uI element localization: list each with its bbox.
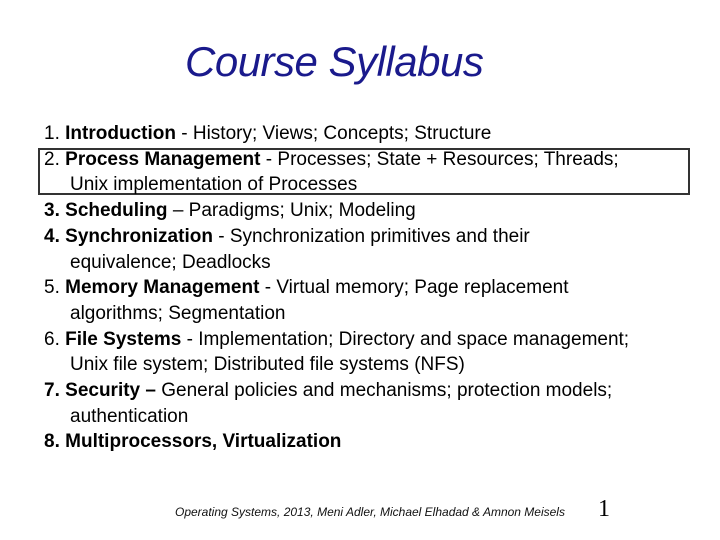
item-separator: - — [212, 225, 230, 247]
syllabus-item-3 — [44, 198, 716, 224]
syllabus-list — [44, 121, 716, 455]
item-number: 4. — [44, 225, 60, 247]
item-text: General policies and mechanisms; protection models; — [161, 380, 613, 402]
item-text: Processes; State + Resources; Threads; — [277, 148, 619, 170]
item-heading: Synchronization — [65, 225, 213, 247]
item-heading: Multiprocessors, Virtualization — [65, 431, 342, 453]
item-text: Virtual memory; Page replacement — [276, 277, 569, 299]
item-continuation: Unix file system; Distributed file systems (NFS) — [70, 354, 465, 376]
item-continuation: equivalence; Deadlocks — [70, 251, 271, 273]
item-heading: File Systems — [65, 328, 182, 350]
syllabus-item-1 — [44, 121, 716, 147]
page-number: 1 — [598, 496, 610, 522]
syllabus-item-4 — [44, 224, 716, 250]
item-heading: Memory Management — [65, 277, 260, 299]
item-number: 2. — [44, 148, 60, 170]
item-number: 1. — [44, 123, 60, 144]
item-text: Synchronization primitives and their — [229, 225, 530, 247]
syllabus-item-5 — [44, 275, 716, 301]
item-separator: - — [259, 277, 277, 299]
item-heading: Process Management — [65, 148, 261, 170]
item-continuation: algorithms; Segmentation — [70, 302, 286, 324]
item-text: History; Views; Concepts; Structure — [192, 123, 492, 144]
syllabus-item-8 — [44, 429, 716, 455]
item-number: 5. — [44, 277, 60, 299]
item-continuation: authentication — [70, 405, 189, 427]
item-heading: Introduction — [65, 123, 176, 144]
slide-title: Course Syllabus — [185, 38, 484, 85]
item-separator: - — [181, 328, 199, 350]
item-separator: - — [260, 148, 278, 170]
syllabus-item-2 — [44, 147, 716, 173]
item-number: 7. — [44, 380, 60, 402]
item-separator: – — [167, 200, 189, 222]
item-separator: - — [175, 123, 193, 144]
item-text: Paradigms; Unix; Modeling — [188, 200, 416, 222]
item-number: 8. — [44, 431, 60, 453]
item-heading: Scheduling — [65, 200, 168, 222]
item-number: 6. — [44, 328, 60, 350]
item-text: Implementation; Directory and space management; — [198, 328, 630, 350]
syllabus-item-6 — [44, 327, 716, 353]
item-number: 3. — [44, 200, 60, 222]
syllabus-item-7 — [44, 378, 716, 404]
item-heading: Security – — [65, 380, 156, 402]
footer-credits: Operating Systems, 2013, Meni Adler, Michael Elhadad & Amnon Meisels — [175, 505, 565, 519]
item-continuation: Unix implementation of Processes — [70, 174, 358, 196]
